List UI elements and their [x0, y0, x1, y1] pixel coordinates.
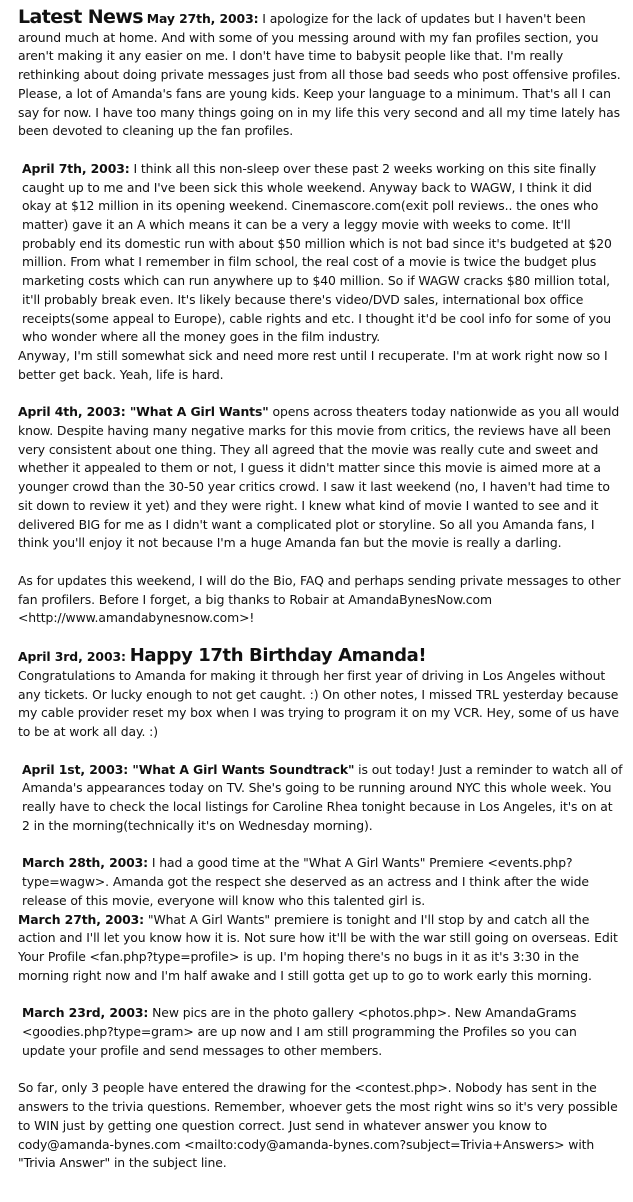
entry-date: April 1st, 2003: "What A Girl Wants Soundtrack": [22, 761, 355, 777]
entry-body: opens across theaters today nationwide as you all would know. Despite having many negative marks for this movie from critics, the reviews have all been very consistent about one thing. They all agreed that the movie was really cute and sweet and whether it appealed to them or not, I guess it didn't matter since this movie is aimed more at a younger crowd than the 30-50 year critics crowd. I saw it last weekend (no, I haven't had time to sit down to review it yet) and they were right. I knew what kind of movie I wanted to see and it delivered BIG for me as I didn't want a complicated plot or storyline. So all you Amanda fans, I think you'll enjoy it not because I'm a huge Amanda fan but the movie is really a darling.: [18, 404, 620, 551]
page-title: Latest News: [18, 6, 143, 28]
entry-date: March 27th, 2003:: [18, 911, 145, 927]
entry-date: April 4th, 2003: "What A Girl Wants": [18, 404, 269, 420]
entry-body-continued: Anyway, I'm still somewhat sick and need more rest until I recuperate. I'm at work right now so I better get back. Yeah, life is hard.: [18, 347, 608, 382]
news-entry-march-28: [18, 854, 623, 910]
entry-body: Congratulations to Amanda for making it through her first year of driving in Los Angeles without any tickets. Or lucky enough to not get caught. :) On other notes, I missed TRL yesterday because my cable provider reset my box when I was trying to program it on my VCR. Hey, some of us have to be at work all day. :): [18, 667, 619, 739]
news-entry-march-27: [18, 911, 623, 986]
news-entry-may-27: [18, 8, 623, 141]
entry-date: March 28th, 2003:: [22, 855, 149, 871]
entry-date: April 3rd, 2003:: [18, 649, 126, 665]
entry-body: "What A Girl Wants" premiere is tonight and I'll stop by and catch all the action and I'll let you know how it is. Not sure how it'll be with the war still going on overseas. Edit Your Profile <fan.php?type=profile> is up. I'm hoping there's no bugs in it as it's 3:30 in the morning right now and I'm half awake and I still gotta get up to go to work early this morning.: [18, 911, 618, 983]
entry-body: I had a good time at the "What A Girl Wants" Premiere <events.php?type=wagw>. Amanda got the respect she deserved as an actress and I think after the wide release of this movie, everyone will know who this talented girl is.: [22, 855, 589, 908]
entry-date: April 7th, 2003:: [22, 160, 130, 176]
entry-date: May 27th, 2003:: [146, 11, 259, 26]
news-entry-april-1: [18, 761, 623, 836]
news-entry-march-23: [18, 1004, 623, 1173]
entry-body: is out today! Just a reminder to watch all of Amanda's appearances today on TV. She's going to be running around NYC this whole week. You really have to check the local listings for Caroline Rhea tonight because in Los Angeles, it's on at 2 in the morning(technically it's on Wednesday morning).: [22, 761, 623, 833]
entry-body: I think all this non-sleep over these past 2 weeks working on this site finally caught up to me and I've been sick this whole weekend. Anyway back to WAGW, I think it did okay at $12 million in its opening weekend. Cinemascore.com(exit poll reviews.. the ones who matter) gave it an A which means it can be a very a leggy movie with weeks to come. It'll probably end its domestic run with about $50 million which is not bad since it's budgeted at $20 million. From what I remember in film school, the real cost of a movie is twice the budget plus marketing costs which can run anywhere up to $40 million. So if WAGW cracks $80 million total, it'll probably break even. It's likely because there's video/DVD sales, international box office receipts(some appeal to Europe), cable rights and etc. I thought it'd be cool info for some of you who wonder where all the money goes in the film industry.: [22, 160, 612, 345]
entry-body: I apologize for the lack of updates but I haven't been around much at home. And with some of you messing around with my fan profiles section, you aren't making it any easier on me. I don't have time to babysit people like that. I'm really rethinking about doing private messages just from all those bad seeds who post offensive profiles. Please, a lot of Amanda's fans are young kids. Keep your language to a minimum. That's all I can say for now. I have too many things going on in my life this very second and all my time lately has been devoted to cleaning up the fan profiles.: [18, 11, 621, 139]
entry-body: New pics are in the photo gallery <photos.php>. New AmandaGrams <goodies.php?type=gram> are up now and I am still programming the Profiles so you can update your profile and send messages to other members.: [22, 1005, 577, 1058]
entry-headline: Happy 17th Birthday Amanda!: [129, 645, 427, 667]
news-entry-april-7: [18, 160, 623, 384]
entry-body-continued: So far, only 3 people have entered the drawing for the <contest.php>. Nobody has sent in the answers to the trivia questions. Remember, whoever gets the most right wins so it's very possible to WIN just by getting one question correct. Just send in whatever answer you know to cody@amanda-bynes.com <mailto:cody@amanda-bynes.com?subject=Trivia+Answers> with "Trivia Answer" in the subject line.: [18, 1080, 618, 1171]
entry-date: March 23rd, 2003:: [22, 1005, 149, 1021]
news-entry-april-4: [18, 403, 623, 628]
entry-body-continued: As for updates this weekend, I will do the Bio, FAQ and perhaps sending private messages to other fan profilers. Before I forget, a big thanks to Robair at AmandaBynesNow.com <http://www.amandabynesnow.com>!: [18, 572, 621, 626]
news-entry-april-3: [18, 647, 623, 742]
